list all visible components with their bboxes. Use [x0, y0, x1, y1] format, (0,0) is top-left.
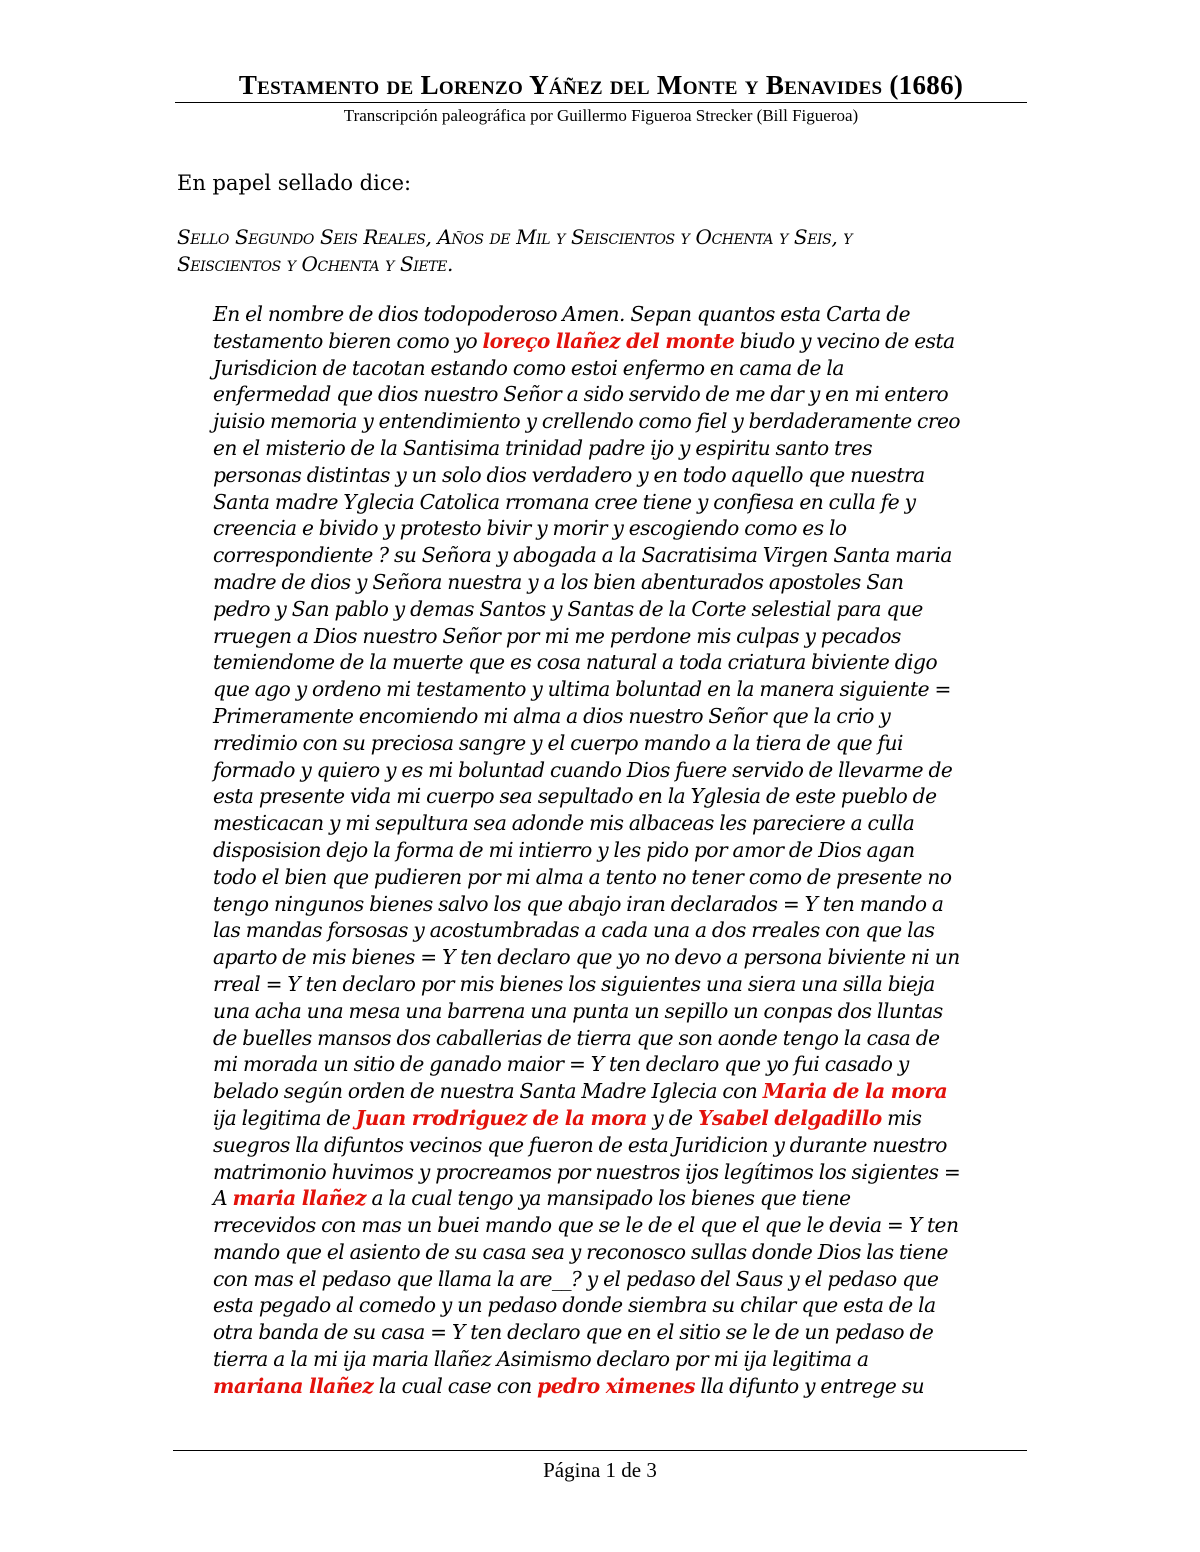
body-line: todo el bien que pudieren por mi alma a tento no tener como de presente no: [213, 864, 952, 889]
body-line: mesticacan y mi sepultura sea adonde mis albaceas les pareciere a culla: [213, 811, 915, 836]
person-name: mariana llañez: [213, 1373, 374, 1398]
document-title: Testamento de Lorenzo Yáñez del Monte y Benavides (1686): [175, 68, 1027, 103]
body-text-segment: la cual case con: [373, 1373, 538, 1398]
body-line: Primeramente encomiendo mi alma a dios nuestro Señor que la crio y: [213, 703, 891, 728]
person-name: Maria de la mora: [762, 1079, 948, 1104]
body-line: esta presente vida mi cuerpo sea sepultado en la Yglesia de este pueblo de: [213, 784, 937, 809]
footer-divider: [173, 1450, 1027, 1451]
body-line: aparto de mis bienes = Y ten declaro que yo no devo a persona biviente ni un: [213, 945, 960, 970]
body-line: juisio memoria y entendimiento y crellendo como fiel y berdaderamente creo: [213, 409, 961, 434]
body-text-segment: A: [213, 1186, 233, 1211]
seal-text: [177, 224, 1017, 278]
seal-line-1: Sello Segundo Seis Reales, Años de Mil y Seiscientos y Ochenta y Seis, y: [177, 225, 853, 249]
body-line: [213, 1105, 1028, 1132]
body-line: en el misterio de la Santisima trinidad padre ijo y espiritu santo tres: [213, 435, 873, 460]
body-line: que ago y ordeno mi testamento y ultima boluntad en la manera siguiente =: [213, 677, 951, 702]
body-line: Jurisdicion de tacotan estando como estoi enfermo en cama de la: [213, 355, 844, 380]
body-line: personas distintas y un solo dios verdadero y en todo aquello que nuestra: [213, 462, 925, 487]
person-name: Ysabel delgadillo: [697, 1105, 882, 1130]
body-text-segment: belado según orden de nuestra Santa Madre Iglecia con: [213, 1079, 763, 1104]
body-text-segment: mis: [881, 1105, 922, 1130]
body-line: tierra a la mi ija maria llañez Asimismo declaro por mi ija legitima a: [213, 1347, 869, 1372]
body-line: Santa madre Yglecia Catolica rromana cree tiene y confiesa en culla fe y: [213, 489, 916, 514]
page-number: Página 1 de 3: [543, 1458, 657, 1482]
body-line: disposision dejo la forma de mi intierro y les pido por amor de Dios agan: [213, 837, 915, 862]
body-text-segment: a la cual tengo ya mansipado los bienes que tiene: [366, 1186, 851, 1211]
person-name: pedro ximenes: [537, 1373, 695, 1398]
body-text-segment: testamento bieren como yo: [213, 328, 483, 353]
body-line: rredimio con su preciosa sangre y el cuerpo mando a la tiera de que fui: [213, 730, 903, 755]
body-line: [213, 1185, 1028, 1212]
body-line: esta pegado al comedo y un pedaso donde siembra su chilar que esta de la: [213, 1293, 936, 1318]
body-line: madre de dios y Señora nuestra y a los bien abenturados apostoles San: [213, 569, 904, 594]
testament-body: [213, 301, 1033, 1400]
person-name: loreço llañez del monte: [482, 328, 735, 353]
intro-line: En papel sellado dice:: [177, 171, 412, 195]
body-line: correspondiente ? su Señora y abogada a la Sacratisima Virgen Santa maria: [213, 543, 952, 568]
body-text-segment: y de: [647, 1105, 698, 1130]
body-line: creencia e bivido y protesto bivir y morir y escogiendo como es lo: [213, 516, 847, 541]
body-text-segment: ija legitima de: [213, 1105, 356, 1130]
body-line: [213, 1373, 1028, 1400]
body-line: de buelles mansos dos caballerias de tierra que son aonde tengo la casa de: [213, 1025, 940, 1050]
body-line: formado y quiero y es mi boluntad cuando Dios fuere servido de llevarme de: [213, 757, 953, 782]
person-name: Juan rrodriguez de la mora: [355, 1105, 648, 1130]
body-line: rrecevidos con mas un buei mando que se le de el que el que le devia = Y ten: [213, 1213, 959, 1238]
body-text-segment: biudo y vecino de esta: [734, 328, 955, 353]
body-line: [213, 1078, 1028, 1105]
body-line: suegros lla difuntos vecinos que fueron de esta Juridicion y durante nuestro: [213, 1132, 947, 1157]
body-line: enfermedad que dios nuestro Señor a sido servido de me dar y en mi entero: [213, 382, 949, 407]
body-line: temiendome de la muerte que es cosa natural a toda criatura biviente digo: [213, 650, 938, 675]
body-line: mi morada un sitio de ganado maior = Y ten declaro que yo fui casado y: [213, 1052, 909, 1077]
body-line: una acha una mesa una barrena una punta un sepillo un conpas dos lluntas: [213, 998, 943, 1023]
document-subtitle: Transcripción paleográfica por Guillermo Figueroa Strecker (Bill Figueroa): [343, 106, 859, 125]
body-line: otra banda de su casa = Y ten declaro que en el sitio se le de un pedaso de: [213, 1320, 934, 1345]
page-header: [175, 68, 1027, 127]
person-name: maria llañez: [232, 1186, 367, 1211]
body-line: las mandas forsosas y acostumbradas a cada una a dos rreales con que las: [213, 918, 935, 943]
body-line: [213, 328, 1028, 355]
body-line: matrimonio huvimos y procreamos por nuestros ijos legítimos los sigientes =: [213, 1159, 961, 1184]
seal-line-2: Seiscientos y Ochenta y Siete.: [177, 252, 453, 276]
body-line: rreal = Y ten declaro por mis bienes los siguientes una siera una silla bieja: [213, 971, 935, 996]
body-line: con mas el pedaso que llama la are__? y el pedaso del Saus y el pedaso que: [213, 1266, 939, 1291]
body-line: En el nombre de dios todopoderoso Amen. Sepan quantos esta Carta de: [213, 302, 911, 326]
body-line: mando que el asiento de su casa sea y reconosco sullas donde Dios las tiene: [213, 1239, 948, 1264]
body-line: tengo ningunos bienes salvo los que abajo iran declarados = Y ten mando a: [213, 891, 944, 916]
body-text-segment: lla difunto y entrege su: [694, 1373, 925, 1398]
body-line: rruegen a Dios nuestro Señor por mi me perdone mis culpas y pecados: [213, 623, 901, 648]
body-line: pedro y San pablo y demas Santos y Santas de la Corte selestial para que: [213, 596, 923, 621]
